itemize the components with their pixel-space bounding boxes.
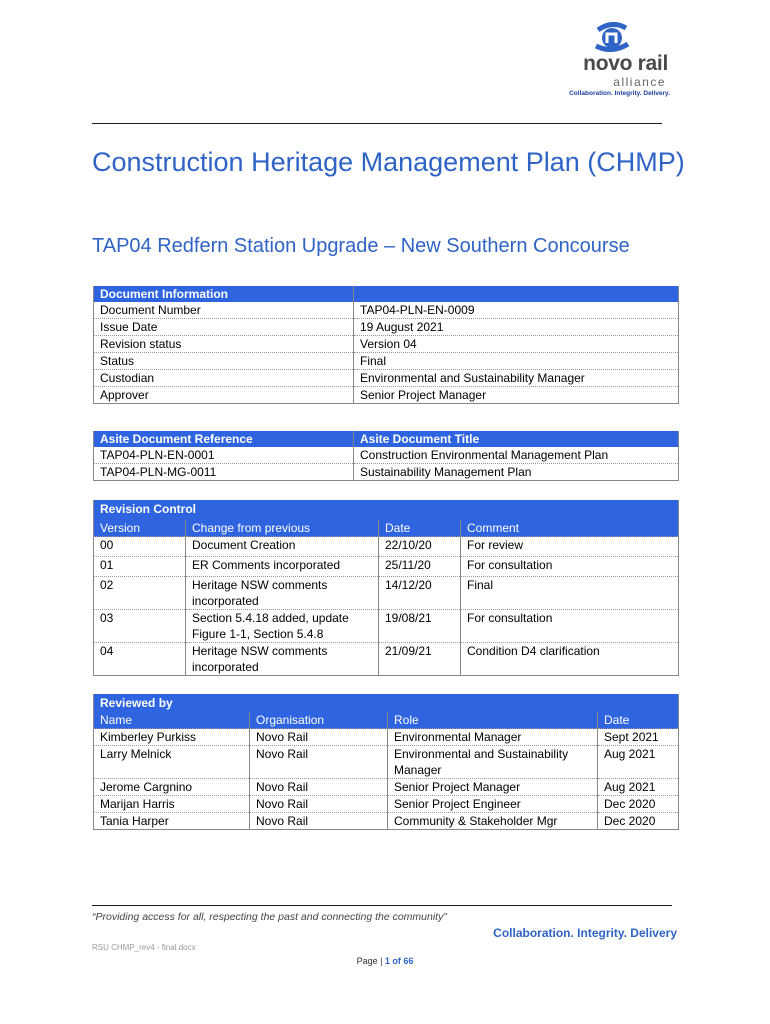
table-row: 00 Document Creation 22/10/20 For review <box>94 537 679 557</box>
asite-title-header: Asite Document Title <box>354 431 679 447</box>
asite-reference-header: Asite Document Reference <box>94 431 354 447</box>
logo-name: novo rail <box>583 52 668 75</box>
table-row: Marijan Harris Novo Rail Senior Project Engineer Dec 2020 <box>94 796 679 813</box>
table-row: Kimberley Purkiss Novo Rail Environmental Manager Sept 2021 <box>94 729 679 746</box>
document-subtitle: TAP04 Redfern Station Upgrade – New Southern Concourse <box>92 235 630 257</box>
asite-reference-table <box>93 431 679 481</box>
header-rule <box>92 123 662 124</box>
page-prefix: Page | <box>356 956 385 966</box>
page-number <box>0 956 770 966</box>
table-row: 02 Heritage NSW comments incorporated 14/12/20 Final <box>94 577 679 610</box>
logo-tagline: Collaboration. Integrity. Delivery. <box>569 90 670 97</box>
footer-filename: RSU CHMP_rev4 - final.docx <box>92 943 196 952</box>
footer-rule <box>92 905 672 906</box>
reviewed-by-table: Reviewed by Name Organisation Role Date Kimberley Purkiss Novo Rail Environmental Manager Sept 2021 Larry Melnick Novo Rail Environmental and Sustainability Manager Aug 2021 Jerome Cargnino Novo Rail Senior Project Manager Aug 2021 Marijan Harris Novo Rail Senior Project Engineer Dec 2020 Tania Harper Novo Rail Community & Stakeholder Mgr Dec 2020 <box>93 694 679 830</box>
doc-info-header: Document Information <box>94 286 354 302</box>
footer-tagline: Collaboration. Integrity. Delivery <box>493 926 677 940</box>
logo-sub: alliance <box>613 75 666 89</box>
reviewed-by-header: Reviewed by <box>94 694 679 712</box>
table-row: Tania Harper Novo Rail Community & Stakeholder Mgr Dec 2020 <box>94 813 679 830</box>
novo-rail-logo <box>560 20 675 115</box>
novo-rail-logo-icon <box>592 20 632 52</box>
revision-control-header: Revision Control <box>94 500 679 520</box>
page-current: 1 of 66 <box>384 956 414 966</box>
table-row: Status Final <box>94 353 679 370</box>
revision-control-table: Revision Control Version Change from previous Date Comment 00 Document Creation 22/10/20 For review 01 ER Comments incorporated 25/11/20 For consultation 02 Heritage NSW comments incorporated 14/12/20 Final 03 Section 5.4.18 added, update Figure 1-1, Section 5.4.8 19/08/21 For consultation 04 Heritage NSW comments incorporated 21/09/21 Condition D4 clarification <box>93 500 679 676</box>
table-row: TAP04-PLN-EN-0001 Construction Environmental Management Plan <box>94 447 679 464</box>
table-row: Jerome Cargnino Novo Rail Senior Project Manager Aug 2021 <box>94 779 679 796</box>
table-row: 04 Heritage NSW comments incorporated 21/09/21 Condition D4 clarification <box>94 643 679 676</box>
table-row: Document Number TAP04-PLN-EN-0009 <box>94 302 679 319</box>
table-row: 01 ER Comments incorporated 25/11/20 For consultation <box>94 557 679 577</box>
table-row: Approver Senior Project Manager <box>94 387 679 404</box>
table-row: Larry Melnick Novo Rail Environmental and Sustainability Manager Aug 2021 <box>94 746 679 779</box>
table-row: Custodian Environmental and Sustainability Manager <box>94 370 679 387</box>
document-information-table <box>93 286 679 404</box>
table-row: TAP04-PLN-MG-0011 Sustainability Management Plan <box>94 464 679 481</box>
table-row: Revision status Version 04 <box>94 336 679 353</box>
table-row: Issue Date 19 August 2021 <box>94 319 679 336</box>
table-row: 03 Section 5.4.18 added, update Figure 1-1, Section 5.4.8 19/08/21 For consultation <box>94 610 679 643</box>
document-title: Construction Heritage Management Plan (CHMP) <box>92 147 685 177</box>
footer-quote: “Providing access for all, respecting the past and connecting the community” <box>92 911 447 923</box>
